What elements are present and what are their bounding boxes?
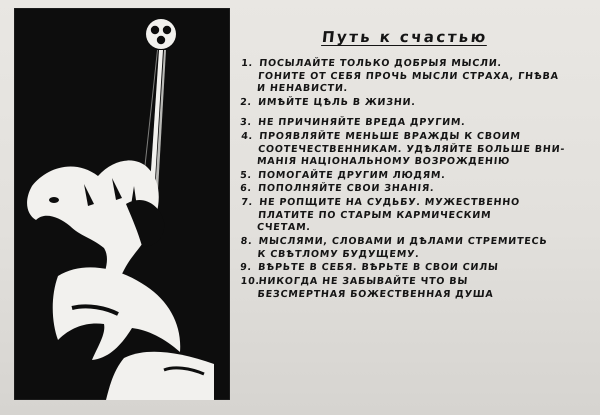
- item-text: НЕ РОПЩИТЕ НА СУДЬБУ. МУЖЕСТВЕННО ПЛАТИТЕ ПО СТАРЫМ КАРМИЧЕСКИМ СЧЕТАМ.: [256, 196, 521, 234]
- item-number: 3.: [239, 117, 253, 129]
- item-number: 7.: [240, 196, 254, 208]
- list-item: [239, 183, 590, 196]
- item-number: 6.: [239, 183, 253, 195]
- text-block: [240, 28, 590, 388]
- list-item: [239, 117, 590, 130]
- list-item: [239, 97, 590, 110]
- horseman-with-lance-icon: [14, 8, 230, 400]
- list-item: [238, 58, 591, 96]
- item-text: ПОПОЛНЯЙТЕ СВОИ ЗНАНІЯ.: [257, 183, 435, 195]
- item-number: 4.: [240, 130, 254, 142]
- item-text: ПОСЫЛАЙТЕ ТОЛЬКО ДОБРЫЯ МЫСЛИ. ГОНИТЕ ОТ СЕБЯ ПРОЧЬ МЫСЛИ СТРАХА, ГНѢВА И НЕНАВИСТИ.: [256, 58, 560, 95]
- list-item: [238, 131, 591, 169]
- rules-list: [240, 58, 590, 302]
- item-text: ВѢРЬТЕ В СЕБЯ. ВѢРЬТЕ В СВОИ СИЛЫ: [257, 261, 500, 273]
- list-item: [239, 276, 591, 301]
- item-text: ИМѢЙТЕ ЦѢЛЬ В ЖИЗНИ.: [257, 96, 417, 108]
- item-text: ПРОЯВЛЯЙТЕ МЕНЬШЕ ВРАЖДЫ К СВОИМ СООТЕЧЕСТВЕННИКАМ. УДѢЛЯЙТЕ БОЛЬШЕ ВНИ- МАНІЯ НАЦІОНАЛЬНОМУ ВОЗРОЖДЕНІЮ: [256, 130, 566, 168]
- three-circles-emblem-icon: [146, 19, 176, 49]
- item-text: НЕ ПРИЧИНЯЙТЕ ВРЕДА ДРУГИМ.: [257, 117, 467, 129]
- list-item: [238, 197, 591, 235]
- item-number: 2.: [239, 96, 253, 108]
- list-item: [239, 170, 590, 183]
- page-title: Путь к счастью: [321, 28, 489, 46]
- list-item: [239, 262, 590, 275]
- item-number: 8.: [240, 235, 253, 247]
- item-number: 10.: [240, 275, 261, 287]
- item-number: 1.: [240, 58, 254, 69]
- item-text: МЫСЛЯМИ, СЛОВАМИ И ДѢЛАМИ СТРЕМИТЕСЬ К СВѢТЛОМУ БУДУЩЕМУ.: [257, 235, 548, 260]
- item-text: ПОМОГАЙТЕ ДРУГИМ ЛЮДЯМ.: [257, 169, 447, 181]
- list-item: [239, 236, 591, 261]
- item-number: 9.: [239, 261, 253, 273]
- woodcut-illustration: [14, 8, 230, 400]
- item-text: НИКОГДА НЕ ЗАБЫВАЙТЕ ЧТО ВЫ БЕЗСМЕРТНАЯ БОЖЕСТВЕННАЯ ДУША: [257, 275, 494, 300]
- item-number: 5.: [239, 169, 253, 181]
